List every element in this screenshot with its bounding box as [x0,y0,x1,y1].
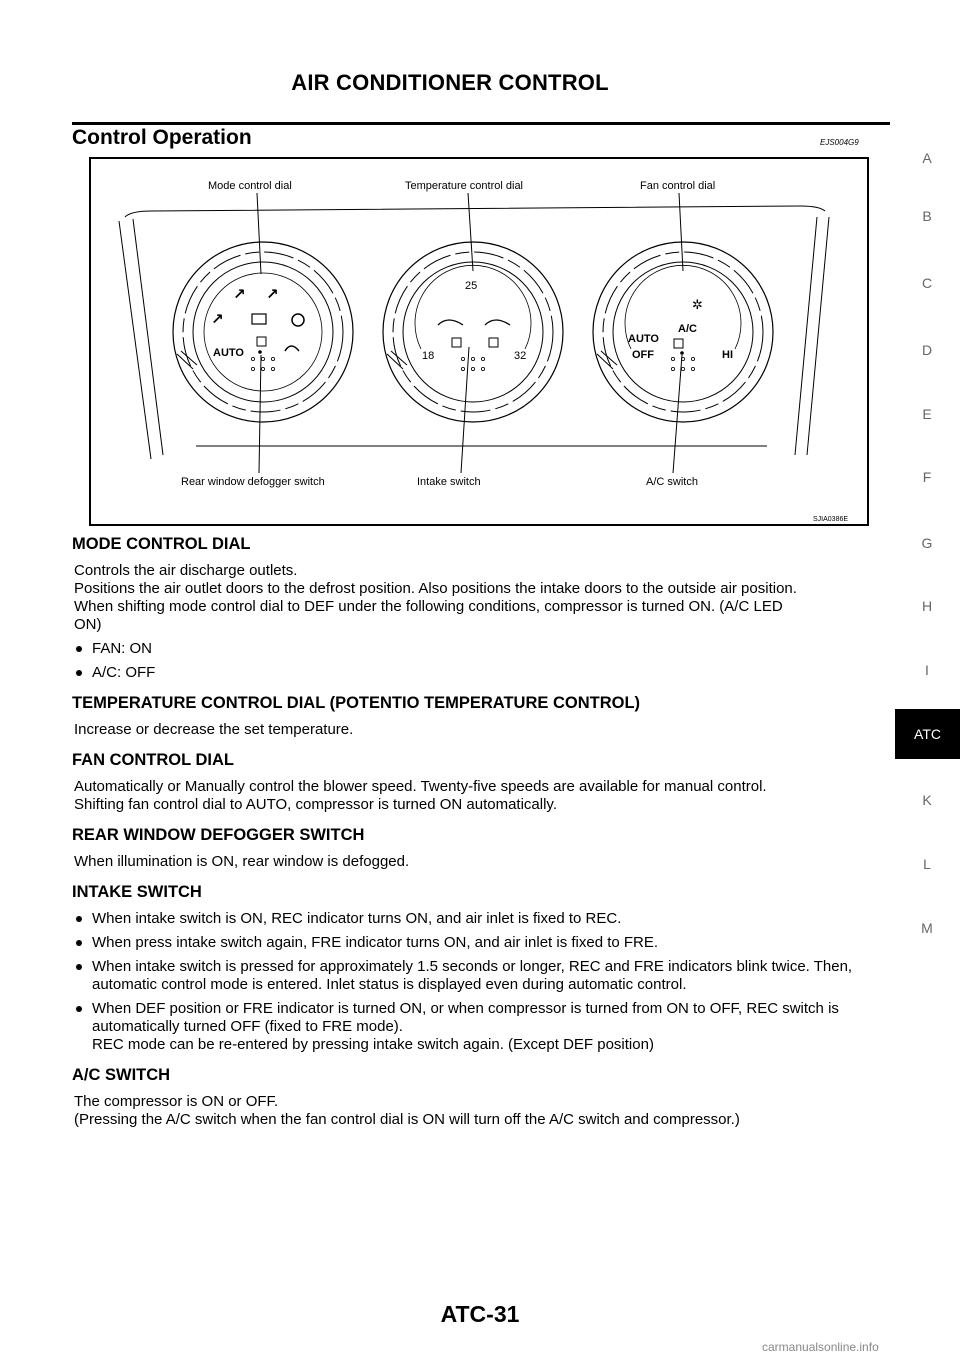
callout-mode-dial: Mode control dial [208,180,292,192]
fan-section [72,751,892,814]
header-rule [72,122,890,125]
page-header: AIR CONDITIONER CONTROL [291,70,609,95]
side-tab-k[interactable]: K [922,792,932,808]
callout-intake: Intake switch [417,476,481,488]
side-tab-atc[interactable]: ATC [895,709,960,759]
fan-line-1: Automatically or Manually control the blower speed. Twenty-five speeds are available for manual control. [74,778,767,795]
intake-bullet-2: When press intake switch again, FRE indicator turns ON, and air inlet is fixed to FRE. [74,934,892,952]
defog-line-1: When illumination is ON, rear window is defogged. [74,853,410,870]
fan-auto-label: AUTO [628,333,659,345]
temp-25-label: 25 [465,280,478,292]
leader-intake [461,347,469,473]
ac-line-2: (Pressing the A/C switch when the fan control dial is ON will turn off the A/C switch and compressor.) [74,1111,740,1128]
mode-control-dial [173,242,353,422]
side-tab-e[interactable]: E [922,406,932,422]
page-number: ATC-31 [440,1301,520,1327]
content [72,535,892,1141]
panel-top-edge [125,206,825,217]
fan-heading: FAN CONTROL DIAL [72,751,234,769]
intake-heading: INTAKE SWITCH [72,883,202,901]
side-tab-h[interactable]: H [921,598,933,614]
callout-ac: A/C switch [646,476,698,488]
callout-defogger: Rear window defogger switch [181,476,325,488]
leader-temp [468,193,473,271]
side-tab-i[interactable]: I [925,662,929,678]
ac-line-1: The compressor is ON or OFF. [74,1093,279,1110]
callout-fan-dial: Fan control dial [640,180,716,192]
mode-bullets [72,640,892,682]
leader-fan [679,193,683,271]
rear-defogger-icon [252,314,266,324]
temp-18-label: 18 [422,350,435,362]
side-tab-b[interactable]: B [922,208,932,224]
intake-bullet-3: When intake switch is pressed for approximately 1.5 seconds or longer, REC and FRE indicators blink twice. Then, automatic control mode is entered. Inlet status is displayed even during automatic control. [74,958,892,994]
mode-auto-label: AUTO [213,347,244,359]
mode-line-4: ON) [74,616,102,633]
section-code: EJS004G9 [820,138,859,147]
side-tab-m[interactable]: M [921,920,933,936]
figure-ref-code: SJIA0386E [813,516,849,523]
fan-ac-label: A/C [678,323,697,335]
mode-heading: MODE CONTROL DIAL [72,535,251,553]
svg-text:↗: ↗ [211,311,224,328]
defog-section [72,826,892,871]
panel-left-edge [119,221,151,459]
ac-section [72,1066,892,1129]
panel-right-edge [807,217,829,455]
mode-vent-icon: ↗ [233,286,246,303]
mode-line-2: Positions the air outlet doors to the defrost position. Also positions the intake doors to the outside air position. [74,580,797,597]
svg-text:↗: ↗ [266,286,279,303]
fan-line-2: Shifting fan control dial to AUTO, compressor is turned ON automatically. [74,796,557,813]
mode-bullet-2: A/C: OFF [74,664,892,682]
temp-line-1: Increase or decrease the set temperature. [74,721,354,738]
side-tab-f[interactable]: F [922,469,932,485]
intake-bullet-1: When intake switch is ON, REC indicator turns ON, and air inlet is fixed to REC. [74,910,892,928]
leader-ac [673,355,682,473]
mode-bullet-1: FAN: ON [74,640,892,658]
temp-section [72,694,892,739]
watermark[interactable]: carmanualsonline.info [762,1340,879,1354]
intake-bullet-4-line-1: When DEF position or FRE indicator is turned ON, or when compressor is turned from ON to OFF, REC switch is automatically turned OFF (fixed to FRE mode). [92,1000,839,1035]
intake-bullet-4 [74,1000,892,1054]
side-tab-a[interactable]: A [922,150,932,166]
control-panel-diagram [91,159,867,524]
side-tab-g[interactable]: G [921,535,933,551]
leader-defogger [259,355,261,473]
fan-off-label: OFF [632,349,654,361]
intake-bullets [72,910,892,1054]
recirc-icon [438,320,463,325]
fan-hi-label: HI [722,349,733,361]
callout-temp-dial: Temperature control dial [405,180,524,192]
fresh-air-icon [485,320,510,325]
section-title: Control Operation [72,126,252,149]
side-tab-c[interactable]: C [921,275,933,291]
defog-heading: REAR WINDOW DEFOGGER SWITCH [72,826,365,844]
intake-section [72,883,892,1054]
ac-heading: A/C SWITCH [72,1066,171,1084]
mode-line-1: Controls the air discharge outlets. [74,562,298,579]
intake-bullet-4-line-2: REC mode can be re-entered by pressing intake switch again. (Except DEF position) [92,1036,654,1053]
temp-32-label: 32 [514,350,527,362]
mode-section [72,535,892,682]
fan-icon: ✲ [692,297,703,312]
mode-line-3: When shifting mode control dial to DEF under the following conditions, compressor is turned ON. (A/C LED [74,598,783,615]
control-panel-figure [89,157,869,526]
side-tab-l[interactable]: L [923,856,931,872]
side-tab-d[interactable]: D [921,342,933,358]
temp-heading: TEMPERATURE CONTROL DIAL (POTENTIO TEMPERATURE CONTROL) [72,694,641,712]
